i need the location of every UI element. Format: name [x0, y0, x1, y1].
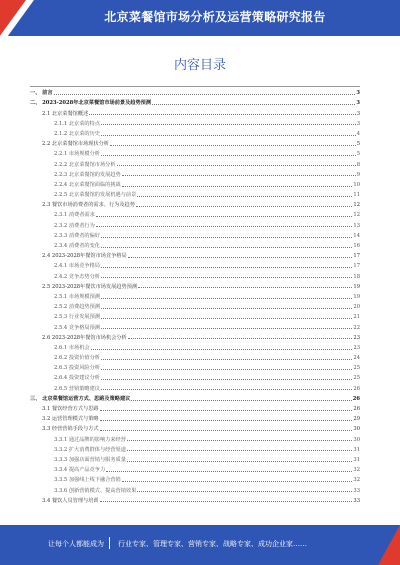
toc-page-number: 29	[353, 416, 360, 423]
toc-entry[interactable]	[30, 412, 360, 422]
toc-leader-dots	[101, 308, 352, 309]
toc-entry-title: 2.5.3 行业发展预测	[54, 314, 100, 321]
toc-leader-dots	[136, 206, 352, 207]
toc-leader-dots	[101, 379, 352, 380]
toc-entry-title: 2.1 北京菜餐馆概述	[42, 110, 89, 117]
toc-leader-dots	[101, 155, 356, 156]
toc-leader-dots	[101, 277, 352, 278]
toc-leader-dots	[122, 481, 353, 482]
toc-entry-title: 3.3.1 通过品牌的影响力来经营	[54, 436, 126, 443]
toc-entry-title: 2.2.3 北京菜餐馆的发展趋势	[54, 171, 121, 178]
toc-leader-dots	[91, 349, 353, 350]
toc-entry-title: 2.6.5 营销策略建议	[54, 385, 100, 392]
toc-entry-title: 2.4.1 市场竞争格局	[54, 263, 100, 270]
toc-leader-dots	[117, 165, 356, 166]
toc-leader-dots	[131, 400, 351, 401]
toc-entry[interactable]	[30, 371, 360, 381]
toc-leader-dots	[137, 196, 352, 197]
toc-page-number: 20	[353, 304, 360, 311]
toc-entry[interactable]	[30, 239, 360, 249]
toc-entry-title: 2.6 2023-2028年餐馆市场机会分析	[42, 334, 127, 341]
toc-entry-title: 2.4.2 竞争态势分析	[54, 273, 100, 280]
toc-page-number: 12	[353, 202, 360, 209]
toc-leader-dots	[89, 114, 355, 115]
toc-entry-title: 2.6.3 投资风险分析	[54, 365, 100, 372]
toc-entry-title: 3.3.4 提高产品竞争力	[54, 467, 106, 474]
toc-page-number: 26	[353, 385, 360, 392]
toc-leader-dots	[128, 257, 353, 258]
toc-entry[interactable]	[30, 453, 360, 463]
toc-entry-title: 二、 2023-2028年北京菜餐馆市场前景及趋势预测	[30, 100, 152, 107]
toc-leader-dots	[127, 440, 352, 441]
toc-entry-title: 2.2 北京菜餐馆市场现状分析	[42, 141, 109, 148]
toc-leader-dots	[128, 338, 353, 339]
toc-page-number: 25	[353, 365, 360, 372]
toc-entry-title: 2.3.1 消费者需求	[54, 212, 95, 219]
toc-entry-title: 2.2.4 北京菜餐馆面临的挑战	[54, 181, 121, 188]
toc-entry[interactable]	[30, 280, 360, 290]
toc-entry-title: 2.6.1 市场机会	[54, 344, 90, 351]
toc-entry[interactable]	[30, 351, 360, 361]
toc-leader-dots	[101, 369, 352, 370]
toc-entry-title: 三、 北京菜餐馆运营方式、思路及策略建议	[30, 395, 131, 402]
toc-entry-title: 3.3.6 创新营销模式、提高营销效果	[54, 487, 137, 494]
toc-entry-title: 3.2 运营管理模式与策略	[42, 416, 99, 423]
toc-entry-title: 3.3.5 加强线上线下融合营销	[54, 477, 121, 484]
toc-entry-title: 2.5.4 竞争格局预测	[54, 324, 100, 331]
toc-leader-dots	[101, 135, 356, 136]
toc-page-number: 23	[353, 344, 360, 351]
toc-entry[interactable]	[30, 229, 360, 239]
toc-leader-dots	[110, 145, 356, 146]
toc-entry-title: 2.5.1 市场规模预测	[54, 293, 100, 300]
toc-leader-dots	[152, 104, 355, 105]
toc-leader-dots	[101, 359, 352, 360]
toc-entry[interactable]	[30, 422, 360, 432]
footer-corner-accent	[378, 525, 400, 565]
toc-page-number: 19	[353, 293, 360, 300]
toc-leader-dots	[101, 124, 356, 125]
toc-entry-title: 2.6.4 投资建议分析	[54, 375, 100, 382]
toc-entry[interactable]	[30, 178, 360, 188]
toc-leader-dots	[100, 420, 353, 421]
toc-entry-title: 2.5 2023-2028年餐饮市场发展趋势预测	[42, 283, 138, 290]
report-title: 北京菜餐馆市场分析及运营策略研究报告	[104, 10, 326, 24]
toc-entry[interactable]	[30, 432, 360, 442]
toc-page-number: 25	[353, 375, 360, 382]
toc-page-number: 5	[356, 151, 360, 158]
toc-entry[interactable]	[30, 198, 360, 208]
toc-leader-dots	[106, 471, 352, 472]
toc-entry-title: 2.3.4 消费者的变化	[54, 243, 100, 249]
toc-page-number: 30	[353, 436, 360, 443]
table-of-contents	[30, 86, 360, 504]
toc-entry[interactable]	[30, 392, 360, 402]
toc-entry[interactable]	[30, 290, 360, 300]
toc-page-number: 3	[356, 120, 360, 127]
toc-page-number: 22	[353, 324, 360, 331]
toc-page-number: 14	[353, 232, 360, 239]
toc-entry[interactable]	[30, 218, 360, 228]
toc-page-number: 23	[353, 334, 360, 341]
toc-page-number: 8	[356, 161, 360, 168]
toc-entry-title: 3.3 经营营销手段与方式	[42, 426, 99, 433]
toc-page-number: 12	[353, 212, 360, 219]
toc-page-number: 9	[356, 171, 360, 178]
toc-entry-title: 2.1.2 北京菜的历史	[54, 130, 100, 137]
toc-page-number: 17	[353, 263, 360, 270]
toc-page-number: 21	[353, 314, 360, 321]
toc-entry[interactable]	[30, 106, 360, 116]
toc-leader-dots	[137, 491, 352, 492]
page-footer	[0, 525, 400, 565]
toc-leader-dots	[138, 287, 352, 288]
toc-leader-dots	[122, 175, 356, 176]
toc-leader-dots	[96, 216, 353, 217]
toc-entry[interactable]	[30, 483, 360, 493]
toc-entry-title: 3.4 餐饮人员管理与培训	[42, 497, 99, 504]
toc-page-number: 31	[353, 446, 360, 453]
toc-page-number: 3	[356, 110, 360, 117]
toc-entry[interactable]	[30, 310, 360, 320]
footer-slogan: 让每个人都能成为	[48, 540, 104, 548]
toc-entry[interactable]	[30, 320, 360, 330]
toc-leader-dots	[100, 501, 353, 502]
toc-entry[interactable]	[30, 86, 360, 96]
toc-entry-title: 3.1 餐饮经营方式与思路	[42, 406, 99, 412]
toc-entry-title: 2.3 餐饮市场消费者的需求、行为及趋势	[42, 202, 135, 209]
toc-entry[interactable]	[30, 269, 360, 279]
toc-entry-title: 2.6.2 投资价值分析	[54, 355, 100, 362]
toc-entry[interactable]	[30, 402, 360, 412]
toc-leader-dots	[101, 237, 352, 238]
toc-page-number: 19	[353, 283, 360, 290]
toc-page-number: 3	[356, 100, 360, 107]
toc-entry[interactable]	[30, 137, 360, 147]
toc-entry-title: 2.2.5 北京菜餐馆的发展机遇与前景	[54, 192, 137, 199]
page-header	[0, 0, 400, 36]
toc-entry[interactable]	[30, 494, 360, 504]
toc-entry[interactable]	[30, 331, 360, 341]
toc-page-number: 31	[353, 456, 360, 463]
toc-entry[interactable]	[30, 127, 360, 137]
toc-entry-title: 2.3.2 消费者行为	[54, 222, 95, 229]
toc-page-number: 26	[352, 395, 360, 402]
toc-entry-title: 2.2.1 市场规模分析	[54, 151, 100, 158]
toc-entry[interactable]	[30, 117, 360, 127]
toc-page-number: 30	[353, 426, 360, 433]
toc-entry-title: 2.2.2 北京菜餐馆市场分析	[54, 161, 116, 168]
toc-entry-title: 3.3.3 加强店面营销与服务质量	[54, 456, 126, 463]
toc-leader-dots	[122, 186, 353, 187]
toc-page-number: 10	[353, 181, 360, 188]
toc-page-number: 11	[353, 192, 360, 199]
toc-entry-title: 3.3.2 扩大消费群体与经营渠道	[54, 446, 126, 453]
toc-entry[interactable]	[30, 463, 360, 473]
toc-entry[interactable]	[30, 300, 360, 310]
toc-page-number: 33	[353, 487, 360, 494]
toc-entry-title: 2.3.3 消费者的偏好	[54, 232, 100, 239]
toc-leader-dots	[100, 410, 353, 411]
toc-leader-dots	[100, 430, 353, 431]
toc-page-number: 3	[356, 90, 360, 97]
toc-page-number: 26	[353, 406, 360, 412]
toc-entry-title: 2.5.2 消费趋势预测	[54, 304, 100, 311]
toc-page-number: 17	[353, 253, 360, 260]
toc-page-number: 32	[353, 477, 360, 484]
toc-page-number: 33	[353, 497, 360, 504]
toc-leader-dots	[101, 318, 352, 319]
toc-entry-title: 2.4 2023-2028年餐馆市场竞争格局	[42, 253, 127, 260]
toc-leader-dots	[101, 267, 352, 268]
toc-entry-title: 2.1.1 北京菜的特点	[54, 120, 100, 127]
toc-entry[interactable]	[30, 381, 360, 391]
toc-page-number: 4	[356, 130, 360, 137]
toc-heading: 内容目录	[173, 58, 226, 73]
toc-entry[interactable]	[30, 147, 360, 157]
toc-page-number: 16	[353, 243, 360, 249]
toc-page-number: 24	[353, 355, 360, 362]
toc-page-number: 18	[353, 273, 360, 280]
toc-entry[interactable]	[30, 96, 360, 106]
toc-leader-dots	[101, 389, 352, 390]
toc-page-number: 32	[353, 467, 360, 474]
footer-separator	[109, 537, 110, 549]
toc-entry[interactable]	[30, 157, 360, 167]
toc-entry[interactable]	[30, 249, 360, 259]
toc-leader-dots	[101, 328, 352, 329]
toc-leader-dots	[54, 94, 356, 95]
toc-entry[interactable]	[30, 168, 360, 178]
toc-leader-dots	[127, 461, 352, 462]
toc-leader-dots	[101, 298, 352, 299]
toc-page-number: 5	[356, 141, 360, 148]
toc-entry-title: 一、 前言	[30, 90, 53, 97]
footer-tagline: 行业专家、管理专家、营销专家、战略专家、成功企业家……	[118, 540, 307, 548]
toc-entry[interactable]	[30, 473, 360, 483]
toc-entry[interactable]	[30, 361, 360, 371]
toc-page-number: 13	[353, 222, 360, 229]
toc-entry[interactable]	[30, 259, 360, 269]
toc-leader-dots	[127, 450, 352, 451]
toc-entry[interactable]	[30, 443, 360, 453]
toc-leader-dots	[96, 226, 353, 227]
toc-entry[interactable]	[30, 341, 360, 351]
toc-entry[interactable]	[30, 188, 360, 198]
toc-entry[interactable]	[30, 208, 360, 218]
toc-leader-dots	[101, 247, 352, 248]
